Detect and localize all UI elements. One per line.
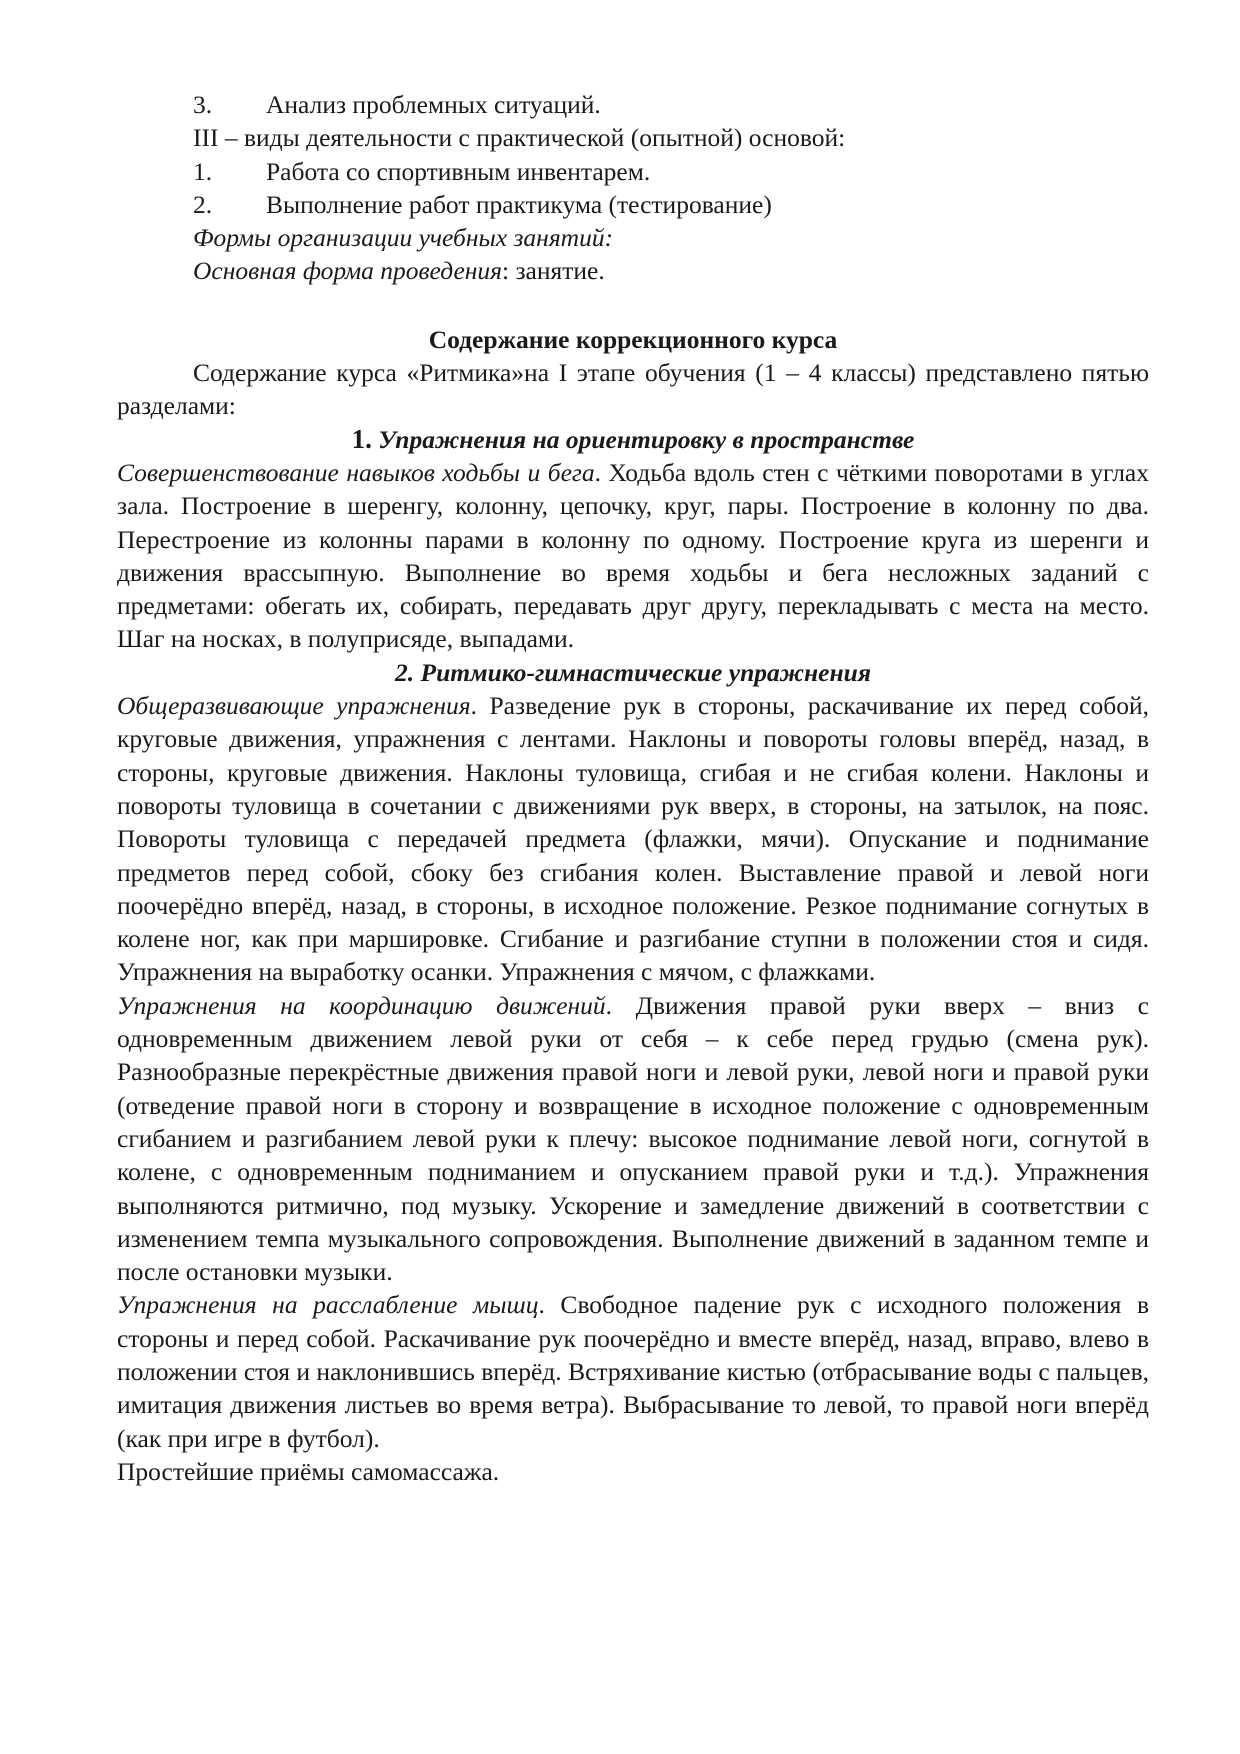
section-2-paragraph-2 [117, 989, 1149, 1289]
list-item [117, 155, 1149, 188]
content-intro: Содержание курса «Ритмика»на I этапе обучения (1 – 4 классы) представлено пятью разделами: [117, 358, 1149, 421]
list-item [117, 88, 1149, 121]
list-item-text: Работа со спортивным инвентарем. [266, 156, 651, 186]
list-item-number: 2. [193, 189, 213, 219]
activity-group-title: III – виды деятельности с практической (опытной) основой: [193, 123, 846, 153]
section-2-paragraph-1 [117, 689, 1149, 989]
spacer [117, 288, 1149, 323]
section-1-lead: Совершенствование навыков ходьбы и бега [117, 457, 595, 487]
list-item-text: Анализ проблемных ситуаций. [266, 90, 601, 119]
document-page [117, 88, 1149, 1488]
section-2-p3-text: . Свободное падение рук с исходного положения в стороны и перед собой. Раскачивание рук поочерёдно и вместе вперёд, назад, вправо, влево в положении стоя и наклонившись вперёд. Встряхивание кистью (отбрасывание воды с пальцев, имитация движения листьев во время ветра). Выбрасывание то левой, то правой ноги вперёд (как при игре в футбол). [117, 1290, 1149, 1453]
list-item [117, 188, 1149, 221]
list-item-number: 3. [193, 90, 213, 119]
section-2-p1-lead: Общеразвивающие упражнения [117, 691, 471, 721]
section-2-paragraph-4: Простейшие приёмы самомассажа. [117, 1456, 500, 1486]
section-2-p2-lead: Упражнения на координацию движений [117, 990, 606, 1020]
section-2-p3-lead: Упражнения на расслабление мышц [117, 1290, 539, 1320]
section-2-p2-text: . Движения правой руки вверх – вниз с одновременным движением левой руки от себя – к себе перед грудью (смена рук). Разнообразные перекрёстные движения правой ноги и левой руки, левой ноги и правой руки (отведение правой ноги в сторону и возвращение в исходное положение с одновременным сгибанием и разгибанием левой руки к плечу: высокое поднимание левой ноги, согнутой в колене, с одновременным подниманием и опусканием правой руки и т.д.). Упражнения выполняются ритмично, под музыку. Ускорение и замедление движений в соответствии с изменением темпа музыкального сопровождения. Выполнение движений в заданном темпе и после остановки музыки. [117, 990, 1150, 1287]
section-2-paragraph-3 [117, 1288, 1149, 1454]
section-1-text: . Ходьба вдоль стен с чёткими поворотами в углах зала. Построение в шеренгу, колонну, цепочку, круг, пары. Построение в колонну по два. Перестроение из колонны парами в колонну по одному. Построение круга из шеренги и движения врассыпную. Выполнение во время ходьбы и бега несложных заданий с предметами: обегать их, собирать, передавать друг другу, перекладывать с места на место. Шаг на носках, в полуприсяде, выпадами. [117, 457, 1150, 654]
content-heading: Содержание коррекционного курса [428, 324, 838, 354]
list-item-number: 1. [193, 156, 213, 186]
section-1-title-text: Упражнения на ориентировку в пространстве [378, 424, 915, 454]
section-1-title [117, 423, 1149, 456]
section-1-paragraph [117, 456, 1149, 656]
main-form-label: Основная форма проведения [193, 256, 503, 286]
list-item-text: Выполнение работ практикума (тестирование) [266, 189, 772, 219]
main-form-value: : занятие. [502, 256, 605, 286]
forms-title: Формы организации учебных занятий: [193, 223, 614, 253]
section-1-number: 1. [351, 423, 372, 454]
section-2-title: 2. Ритмико-гимнастические упражнения [395, 657, 871, 687]
main-form-line [117, 254, 1149, 287]
section-2-p1-text: . Разведение рук в стороны, раскачивание их перед собой, круговые движения, упражнения с лентами. Наклоны и повороты головы вперёд, назад, в стороны, круговые движения. Наклоны туловища, сгибая и не сгибая колени. Наклоны и повороты туловища в сочетании с движениями рук вверх, в стороны, на затылок, на пояс. Повороты туловища с передачей предмета (флажки, мячи). Опускание и поднимание предметов перед собой, сбоку без сгибания колен. Выставление правой и левой ноги поочерёдно вперёд, назад, в стороны, в исходное положение. Резкое поднимание согнутых в колене ног, как при маршировке. Сгибание и разгибание ступни в положении стоя и сидя. Упражнения на выработку осанки. Упражнения с мячом, с флажками. [117, 691, 1149, 987]
